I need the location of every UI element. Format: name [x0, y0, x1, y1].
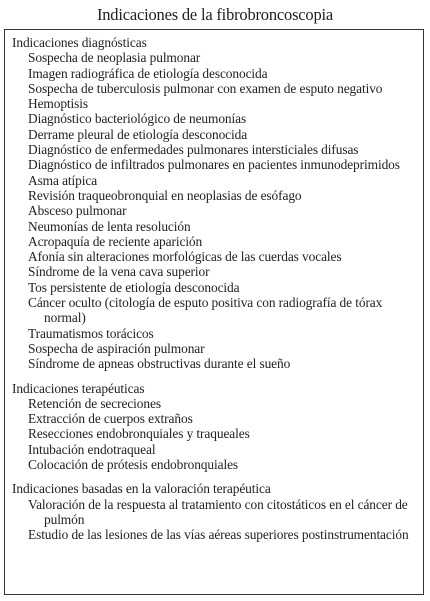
indications-table [4, 29, 424, 595]
list-item: Sospecha de tuberculosis pulmonar con examen de esputo negativo [28, 80, 383, 96]
item-list [11, 50, 417, 371]
list-item: Sospecha de neoplasia pulmonar [28, 50, 201, 66]
item-list [11, 396, 417, 472]
list-item: Valoración de la respuesta al tratamiento con citostáticos en el cáncer de pulmón [28, 496, 408, 527]
list-item: Cáncer oculto (citología de esputo positiva con radiografía de tórax normal) [28, 295, 383, 326]
list-item: Intubación endotraqueal [28, 441, 156, 457]
section-therapeutic [11, 381, 417, 473]
list-item: Afonía sin alteraciones morfológicas de las cuerdas vocales [28, 249, 342, 265]
section-title: Indicaciones terapéuticas [12, 380, 145, 396]
table-title: Indicaciones de la fibrobroncoscopia [96, 5, 334, 24]
item-list [11, 497, 417, 543]
list-item: Imagen radiográfica de etiología desconocida [28, 65, 268, 81]
list-item: Asma atípica [28, 172, 98, 188]
list-item: Absceso pulmonar [28, 203, 127, 219]
section-title: Indicaciones basadas en la valoración terapéutica [12, 481, 271, 497]
list-item: Revisión traqueobronquial en neoplasias de esófago [28, 187, 302, 203]
list-item: Acropaquía de reciente aparición [28, 233, 203, 249]
list-item: Retención de secreciones [28, 395, 161, 411]
list-item: Sospecha de aspiración pulmonar [28, 340, 205, 356]
list-item: Extracción de cuerpos extraños [28, 411, 193, 427]
list-item: Tos persistente de etiología desconocida [28, 279, 240, 295]
section-diagnostic [11, 35, 417, 372]
list-item: Traumatismos torácicos [28, 325, 154, 341]
list-item: Neumonías de lenta resolución [28, 218, 191, 234]
list-item: Colocación de prótesis endobronquiales [28, 457, 239, 473]
list-item: Síndrome de la vena cava superior [28, 264, 210, 280]
list-item: Diagnóstico bacteriológico de neumonías [28, 111, 247, 127]
list-item: Estudio de las lesiones de las vías aéreas superiores postinstrumentación [28, 527, 409, 543]
list-item: Derrame pleural de etiología desconocida [28, 126, 248, 142]
list-item: Diagnóstico de infiltrados pulmonares en pacientes inmunodeprimidos [28, 157, 400, 173]
list-item: Hemoptisis [28, 96, 89, 112]
section-title: Indicaciones diagnósticas [12, 35, 147, 50]
section-therapeutic-assessment [11, 481, 417, 542]
list-item: Síndrome de apneas obstructivas durante el sueño [28, 356, 291, 372]
list-item: Resecciones endobronquiales y traqueales [28, 426, 250, 442]
list-item: Diagnóstico de enfermedades pulmonares intersticiales difusas [28, 142, 359, 158]
